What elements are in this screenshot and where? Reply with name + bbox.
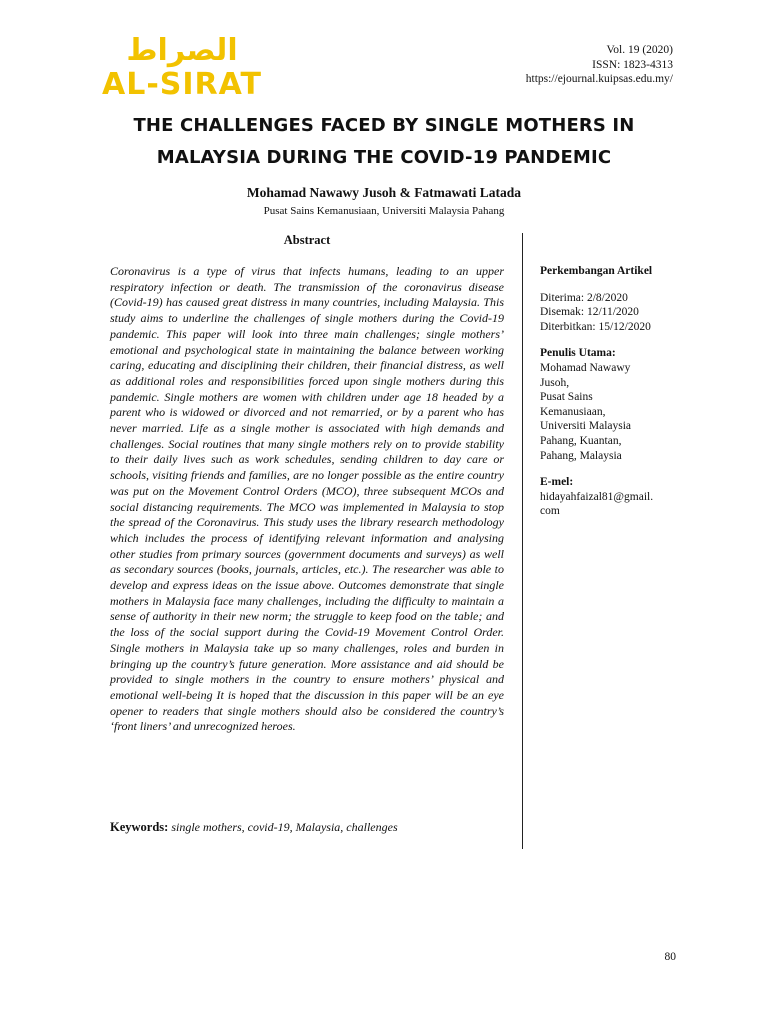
author-line: Jusoh,	[540, 376, 570, 389]
author-line: Pusat Sains	[540, 391, 593, 404]
keywords	[110, 820, 510, 835]
paper-title-line-2: MALAYSIA DURING THE COVID-19 PANDEMIC	[156, 147, 612, 168]
author-line: Pahang, Malaysia	[540, 449, 622, 462]
paper-title-line-1: THE CHALLENGES FACED BY SINGLE MOTHERS IN	[133, 115, 635, 136]
logo-latin-text: AL-SIRAT	[101, 67, 263, 100]
article-info-sidebar	[540, 264, 685, 519]
abstract-text: Coronavirus is a type of virus that infects humans, leading to an upper respiratory infection or death. The transmission of the coronavirus disease (Covid-19) has caused great distress in many countries, including Malaysia. This study aims to underline the challenges of single mothers during the Covid-19 pandemic. This paper will look into three main challenges; single mothers’ emotional and psychological state in maintaining the balance between working caring, educating and disciplining their children, their financial distress, as well as additional roles and responsibilities forced upon single mothers during this pandemic. Single mothers are women with children under age 18 headed by a parent who is widowed or divorced and not remarried, or by a parent who has never married. Life as a single mother is associated with high demands and challenges. Social routines that many single mothers rely on to provide stability to their daily lives such as work schedules, sending children to day care or schools, visiting friends and families, are no longer possible as the entire country was put on the Movement Control Orders (MCO), three subsequent MCOs and social distancing requirements. The MCO was implemented in Malaysia to stop the spread of the Coronavirus. This study uses the library research methodology which includes the process of identifying relevant information and analysing other studies from primary sources (government documents and surveys) as well as secondary sources (books, journals, articles, etc.). The researcher was able to develop and express ideas on the issue above. Outcomes demonstrate that single mothers in Malaysia face many challenges, including the difficulty to maintain a sense of authority in their new norm; the struggle to keep food on the table; and the loss of the social support during the Covid-19 Movement Control Order. Single mothers in Malaysia take up so many challenges, roles and burden in bringing up the country’s future generation. More assistance and aid should be provided to single mothers in the country to ensure mothers’ physical and emotional well-being It is hoped that the discussion in this paper will be an eye opener to readers that single mothers should also be considered the country’s ‘front liners’ and unrecognized heroes.	[110, 264, 504, 734]
email-line: hidayahfaizal81@gmail.	[540, 490, 654, 503]
author-line: Kemanusiaan,	[540, 405, 606, 418]
email-line: com	[540, 505, 560, 518]
paper-authors: Mohamad Nawawy Jusoh & Fatmawati Latada	[246, 185, 522, 200]
date-received: Diterima: 2/8/2020	[540, 291, 628, 304]
author-line: Pahang, Kuantan,	[540, 434, 622, 447]
author-line: Mohamad Nawawy	[540, 361, 631, 374]
email-address[interactable]	[540, 490, 685, 519]
keywords-label: Keywords:	[110, 820, 169, 834]
paper-title	[95, 110, 673, 174]
logo-arabic-text: الصراط	[126, 33, 238, 68]
journal-volume: Vol. 19 (2020)	[606, 44, 673, 56]
journal-issn: ISSN: 1823-4313	[592, 58, 673, 71]
corresponding-author-details	[540, 361, 685, 463]
paper-affiliation: Pusat Sains Kemanusiaan, Universiti Malaysia Pahang	[263, 205, 505, 217]
abstract-heading: Abstract	[283, 233, 331, 247]
article-progress-label: Perkembangan Artikel	[540, 265, 653, 277]
page-number: 80	[664, 951, 676, 963]
email-label: E-mel:	[540, 476, 574, 489]
journal-metadata	[526, 43, 673, 87]
keywords-text: single mothers, covid-19, Malaysia, challenges	[171, 820, 398, 834]
journal-url[interactable]: https://ejournal.kuipsas.edu.my/	[525, 73, 673, 85]
column-divider	[522, 233, 523, 849]
author-line: Universiti Malaysia	[540, 420, 632, 433]
date-reviewed: Disemak: 12/11/2020	[540, 306, 639, 319]
date-published: Diterbitkan: 15/12/2020	[540, 320, 651, 333]
al-sirat-logo	[92, 28, 272, 100]
corresponding-author-label: Penulis Utama:	[540, 347, 616, 360]
